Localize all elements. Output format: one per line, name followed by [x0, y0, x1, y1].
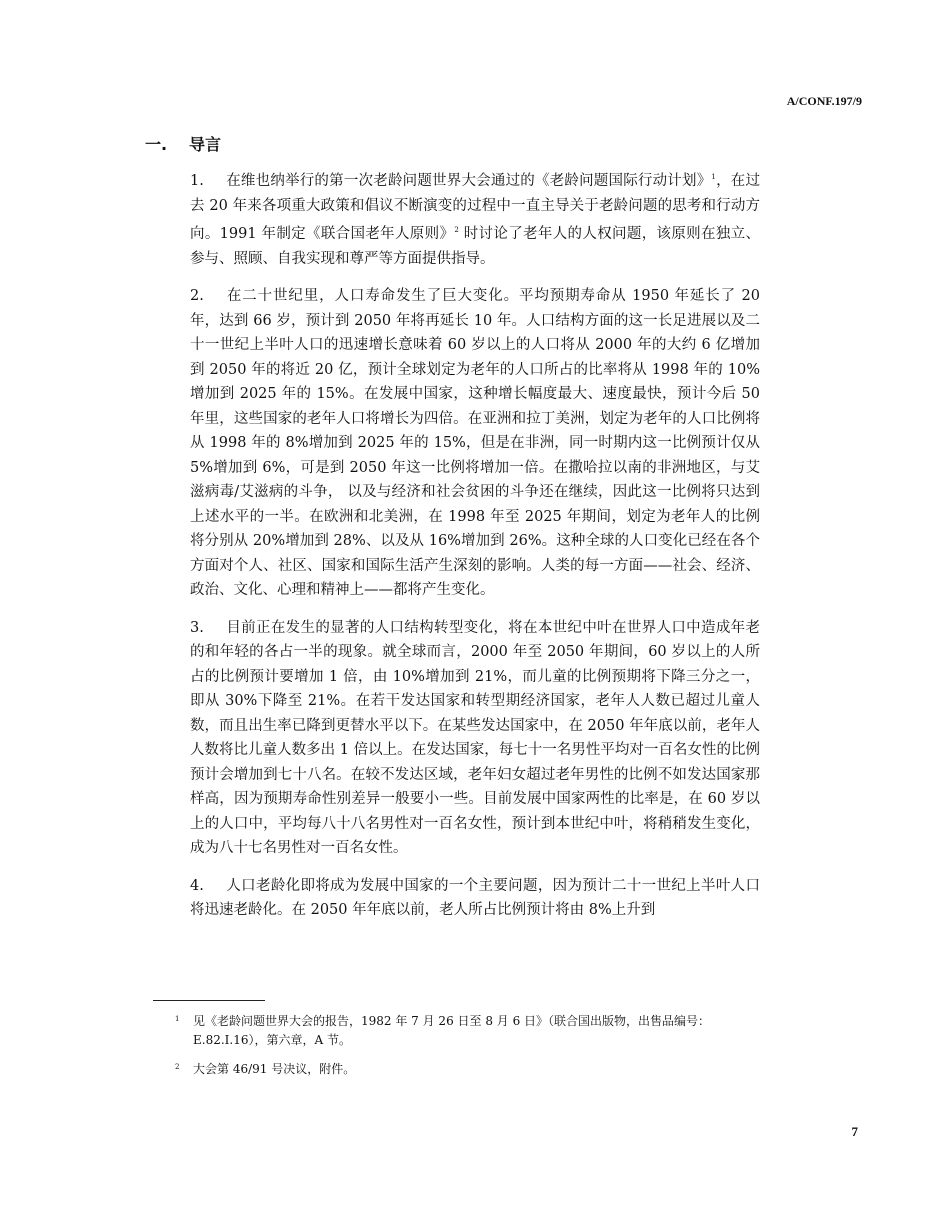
footnote-text: 大会第 46/91 号决议，附件。: [193, 1062, 356, 1076]
paragraph-number: 1.: [190, 173, 204, 189]
page-number: 7: [851, 1124, 858, 1139]
footnote-divider: [153, 1000, 265, 1001]
footnote-ref-1[interactable]: 1: [711, 173, 716, 181]
paragraph-1: [190, 165, 760, 271]
paragraph-3: [190, 616, 760, 861]
paragraph-text: 在维也纳举行的第一次老龄问题世界大会通过的《老龄问题国际行动计划》: [226, 173, 712, 189]
footnote-text: 见《老龄问题世界大会的报告，1982 年 7 月 26 日至 8 月 6 日》（联合国出版物，出售品编号：E.82.I.16），第六章，A 节。: [193, 1014, 711, 1047]
paragraph-number: 3.: [190, 619, 204, 636]
body-text: [190, 165, 760, 936]
paragraph-text: 在二十世纪里，人口寿命发生了巨大变化。平均预期寿命从 1950 年延长了 20 年，达到 66 岁，预计到 2050 年将再延长 10 年。人口结构方面的这一长足进展以及二十一世纪上半叶人口的迅速增长意味着 60 岁以上的人口将从 2000 年的大约 6 亿增加到 2050 年的将近 20 亿，预计全球划定为老年的人口所占的比率将从 1998 年的 10%增加到 2025 年的 15%。在发展中国家，这种增长幅度最大、速度最快，预计今后 50 年里，这些国家的老年人口将增长为四倍。在亚洲和拉丁美洲，划定为老年的人口比例将从 1998 年的 8%增加到 2025 年的 15%，但是在非洲，同一时期内这一比例预计仅从 5%增加到 6%，可是到 2050 年这一比例将增加一倍。在撒哈拉以南的非洲地区，与艾滋病毒/艾滋病的斗争， 以及与经济和社会贫困的斗争还在继续，因此这一比例将只达到上述水平的一半。在欧洲和北美洲，在 1998 年至 2025 年期间，划定为老年人的比例将分别从 20%增加到 28%、以及从 16%增加到 26%。这种全球的人口变化已经在各个方面对个人、社区、国家和国际生活产生深刻的影响。人类的每一方面——社会、经济、政治、文化、心理和精神上——都将产生变化。: [190, 288, 760, 598]
paragraph-number: 4.: [190, 877, 204, 894]
section-title: 导言: [189, 135, 222, 154]
paragraph-text: 目前正在发生的显著的人口结构转型变化，将在本世纪中叶在世界人口中造成年老的和年轻的各占一半的现象。就全球而言，2000 年至 2050 年期间，60 岁以上的人所占的比例预计要增加 1 倍，由 10%增加到 21%，而儿童的比例预期将下降三分之一，即从 30%下降至 21%。在若干发达国家和转型期经济国家，老年人人数已超过儿童人数，而且出生率已降到更替水平以下。在某些发达国家中，在 2050 年年底以前，老年人人数将比儿童人数多出 1 倍以上。在发达国家，每七十一名男性平均对一百名女性的比例预计会增加到七十八名。在较不发达区域，老年妇女超过老年男性的比例不如发达国家那样高，因为预期寿命性别差异一般要小一些。目前发展中国家两性的比率是，在 60 岁以上的人口中，平均每八十八名男性对一百名女性，预计到本世纪中叶，将稍稍发生变化，成为八十七名男性对一百名女性。: [190, 619, 760, 856]
footnote-2: [175, 1060, 765, 1079]
paragraph-2: [190, 284, 760, 603]
paragraph-text: 时讨论了老年人的人权问题，该原则在独立、参与、照顾、自我实现和尊严等方面提供指导。: [190, 226, 761, 267]
document-symbol: A/CONF.197/9: [786, 94, 862, 108]
section-heading: [145, 132, 221, 155]
paragraph-text: ，在过去 20 年来各项重大政策和倡议不断演变的过程中一直主导关于老龄问题的思考和行动方向。1991 年制定《联合国老年人原则》: [190, 173, 761, 242]
section-number: 一.: [145, 135, 168, 154]
paragraph-number: 2.: [190, 288, 204, 304]
footnote-number: 2: [175, 1063, 180, 1071]
footnotes: [175, 1012, 765, 1089]
footnote-ref-2[interactable]: 2: [454, 226, 459, 234]
paragraph-text: 人口老龄化即将成为发展中国家的一个主要问题，因为预计二十一世纪上半叶人口将迅速老龄化。在 2050 年年底以前，老人所占比例预计将由 8%上升到: [190, 877, 760, 918]
footnote-1: [175, 1012, 765, 1050]
footnote-number: 1: [175, 1015, 180, 1023]
paragraph-4: [190, 874, 760, 923]
